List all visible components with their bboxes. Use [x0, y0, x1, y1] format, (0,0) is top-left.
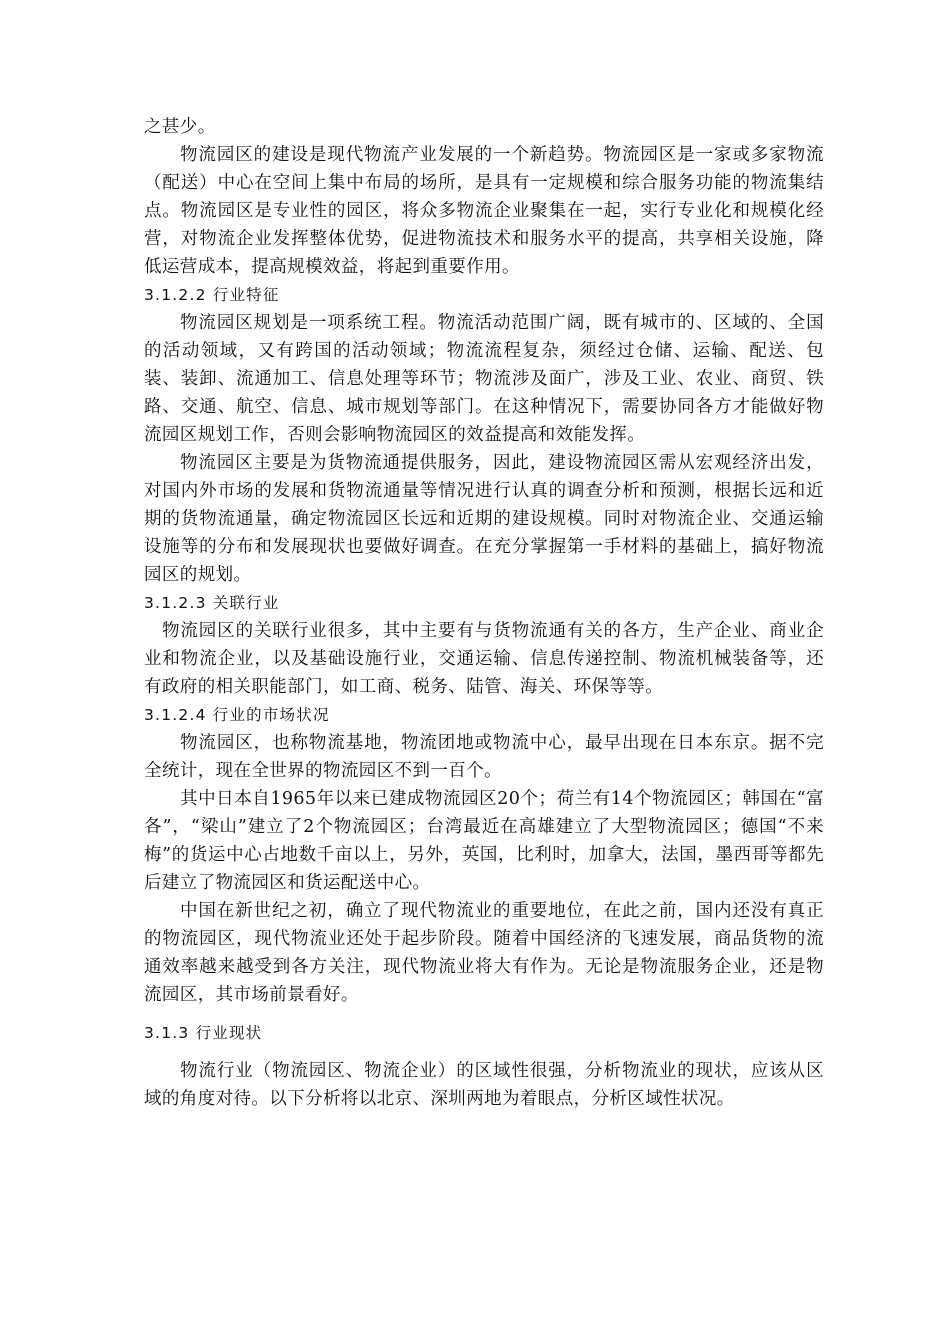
paragraph-related-industries: 物流园区的关联行业很多，其中主要有与货物流通有关的各方，生产企业、商业企业和物流企业，以及基础设施行业，交通运输、信息传递控制、物流机械装备等，还有政府的相关职能部门，如工商、税务、陆管、海关、环保等等。	[144, 621, 824, 697]
paragraph-regional-status: 物流行业（物流园区、物流企业）的区域性很强，分析物流业的现状，应该从区域的角度对待。以下分析将以北京、深圳两地为着眼点，分析区域性状况。	[144, 1061, 824, 1109]
heading-3-1-2-3: 3.1.2.3 关联行业	[144, 594, 280, 612]
paragraph-china-market: 中国在新世纪之初，确立了现代物流业的重要地位，在此之前，国内还没有真正的物流园区，现代物流业还处于起步阶段。随着中国经济的飞速发展，商品货物的流通效率越来越受到各方关注，现代物流业将大有作为。无论是物流服务企业，还是物流园区，其市场前景看好。	[144, 901, 824, 1005]
paragraph-international: 其中日本自1965年以来已建成物流园区20个；荷兰有14个物流园区；韩国在“富各”，“梁山”建立了2个物流园区；台湾最近在高雄建立了大型物流园区；德国“不来梅”的货运中心占地数千亩以上，另外，英国，比利时，加拿大，法国，墨西哥等都先后建立了物流园区和货运配送中心。	[144, 789, 824, 893]
paragraph-origin: 物流园区，也称物流基地，物流团地或物流中心，最早出现在日本东京。据不完全统计，现在全世界的物流园区不到一百个。	[144, 733, 824, 781]
paragraph-continuation: 之甚少。	[144, 117, 216, 137]
heading-3-1-2-4: 3.1.2.4 行业的市场状况	[144, 706, 330, 724]
paragraph-logistics-park-trend: 物流园区的建设是现代物流产业发展的一个新趋势。物流园区是一家或多家物流（配送）中心在空间上集中布局的场所，是具有一定规模和综合服务功能的物流集结点。物流园区是专业性的园区，将众多物流企业聚集在一起，实行专业化和规模化经营，对物流企业发挥整体优势，促进物流技术和服务水平的提高，共享相关设施，降低运营成本，提高规模效益，将起到重要作用。	[144, 145, 824, 277]
paragraph-planning-system: 物流园区规划是一项系统工程。物流活动范围广阔，既有城市的、区域的、全国的活动领域，又有跨国的活动领域；物流流程复杂，须经过仓储、运输、配送、包装、装卸、流通加工、信息处理等环节；物流涉及面广，涉及工业、农业、商贸、铁路、交通、航空、信息、城市规划等部门。在这种情况下，需要协同各方才能做好物流园区规划工作，否则会影响物流园区的效益提高和效能发挥。	[144, 313, 824, 445]
heading-3-1-3: 3.1.3 行业现状	[144, 1024, 263, 1042]
document-page	[144, 113, 824, 1113]
paragraph-service-planning: 物流园区主要是为货物流通提供服务，因此，建设物流园区需从宏观经济出发，对国内外市场的发展和货物流通量等情况进行认真的调查分析和预测，根据长远和近期的货物流通量，确定物流园区长远和近期的建设规模。同时对物流企业、交通运输设施等的分布和发展现状也要做好调查。在充分掌握第一手材料的基础上，搞好物流园区的规划。	[144, 453, 824, 585]
heading-3-1-2-2: 3.1.2.2 行业特征	[144, 286, 280, 304]
